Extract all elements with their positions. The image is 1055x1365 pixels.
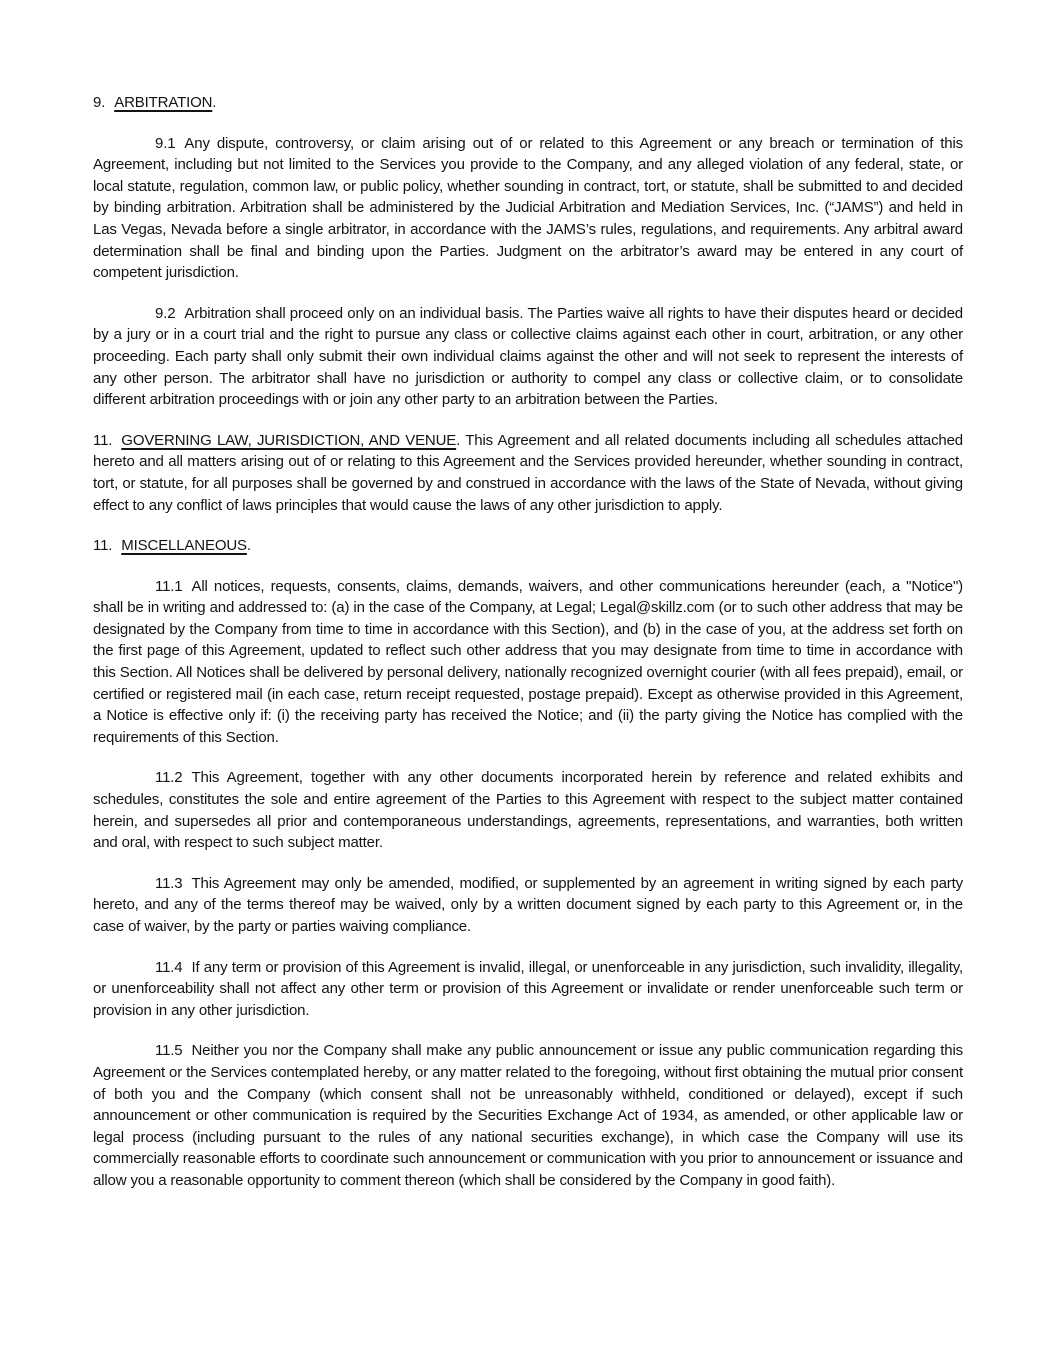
clause-number: 11.5 — [155, 1042, 183, 1060]
clause-number: 11.4 — [155, 958, 183, 976]
section-title: MISCELLANEOUS — [121, 537, 247, 555]
section-number: 11. — [93, 537, 113, 555]
clause-11-1 — [93, 576, 963, 749]
clause-text: This Agreement, together with any other documents incorporated herein by reference and related exhibits and schedules, constitutes the sole and entire agreement of the Parties to this Agreement with respect to the subject matter contained herein, and supersedes all prior and contemporaneous understandings, agreements, representations, and warranties, both written and oral, with respect to such subject matter. — [93, 769, 963, 852]
clause-11-2 — [93, 767, 963, 853]
clause-9-1 — [93, 133, 963, 284]
clause-text: If any term or provision of this Agreement is invalid, illegal, or unenforceable in any jurisdiction, such invalidity, illegality, or unenforceability shall not affect any other term or provision of this Agreement or invalidate or render unenforceable such term or provision in any other jurisdiction. — [93, 958, 963, 1019]
clause-text: This Agreement may only be amended, modified, or supplemented by an agreement in writing signed by each party hereto, and any of the terms thereof may be waived, only by a written document signed by each party to this Agreement or, in the case of waiver, by the party or parties waiving compliance. — [93, 874, 963, 935]
section-number: 9. — [93, 94, 106, 111]
section-governing-law — [93, 430, 963, 516]
clause-11-4 — [93, 957, 963, 1022]
section-title: ARBITRATION — [114, 94, 213, 111]
clause-text: This Agreement and all related documents including all schedules attached hereto and all matters arising out of or relating to this Agreement and the Services provided hereunder, whether sounding in contract, tort, or statute, for all purposes shall be governed by and construed in accordance with the laws of the State of Nevada, without giving effect to any conflict of laws principles that would cause the laws of any other jurisdiction to apply. — [93, 431, 963, 514]
section-heading-miscellaneous — [93, 535, 963, 557]
clause-text: Neither you nor the Company shall make any public announcement or issue any public communication regarding this Agreement or the Services contemplated hereby, or any matter related to the foregoing, without first obtaining the mutual prior consent of both you and the Company (which consent shall not be unreasonably withheld, conditioned or delayed), except if such announcement or other communication is required by the Securities Exchange Act of 1934, as amended, or other applicable law or legal process (including pursuant to the rules of any national securities exchange), in which case the Company will use its commercially reasonable efforts to coordinate such announcement or communication with you prior to announcement or issuance and allow you a reasonable opportunity to comment thereon (which shall be considered by the Company in good faith). — [93, 1042, 963, 1189]
clause-9-2 — [93, 303, 963, 411]
clause-number: 11.3 — [155, 874, 183, 892]
section-title-period: . — [246, 537, 251, 555]
section-number: 11. — [93, 431, 113, 449]
clause-text: All notices, requests, consents, claims, demands, waivers, and other communications hereunder (each, a "Notice") shall be in writing and addressed to: (a) in the case of the Company, at Legal; Legal@skillz.com (or to such other address that may be designated by the Company from time to time in accordance with this Section), and (b) in the case of you, at the address set forth on the first page of this Agreement, updated to reflect such other address that you may designate from time to time in accordance with this Section. All Notices shall be delivered by personal delivery, nationally recognized overnight courier (with all fees prepaid), email, or certified or registered mail (in each case, return receipt requested, postage prepaid). Except as otherwise provided in this Agreement, a Notice is effective only if: (i) the receiving party has received the Notice; and (ii) the party giving the Notice has complied with the requirements of this Section. — [93, 577, 963, 746]
section-heading-arbitration — [93, 92, 963, 114]
clause-number: 11.1 — [155, 577, 183, 595]
section-title: GOVERNING LAW, JURISDICTION, AND VENUE — [121, 431, 457, 449]
clause-text: Arbitration shall proceed only on an individual basis. The Parties waive all rights to have their disputes heard or decided by a jury or in a court trial and the right to pursue any class or collective claims against each other in court, arbitration, or any other proceeding. Each party shall only submit their own individual claims against the other and will not seek to represent the interests of any other person. The arbitrator shall have no jurisdiction or authority to compel any class or collective claim, or to consolidate different arbitration proceedings with or join any other party to an arbitration between the Parties. — [93, 304, 963, 409]
clause-text: Any dispute, controversy, or claim arising out of or related to this Agreement or any breach or termination of this Agreement, including but not limited to the Services you provide to the Company, and any alleged violation of any federal, state, or local statute, regulation, common law, or public policy, whether sounding in contract, tort, or statute, shall be submitted to and decided by binding arbitration. Arbitration shall be administered by the Judicial Arbitration and Mediation Services, Inc. (“JAMS”) and held in Las Vegas, Nevada before a single arbitrator, in accordance with the JAMS’s rules, regulations, and requirements. Any arbitral award determination shall be final and binding upon the Parties. Judgment on the arbitrator’s award may be entered in any court of competent jurisdiction. — [93, 134, 963, 282]
clause-number: 9.1 — [155, 134, 176, 152]
clause-11-5 — [93, 1040, 963, 1191]
section-title-period: . — [212, 94, 217, 111]
clause-number: 11.2 — [155, 769, 183, 787]
clause-11-3 — [93, 873, 963, 938]
section-title-period: . — [456, 431, 461, 449]
clause-number: 9.2 — [155, 304, 176, 322]
